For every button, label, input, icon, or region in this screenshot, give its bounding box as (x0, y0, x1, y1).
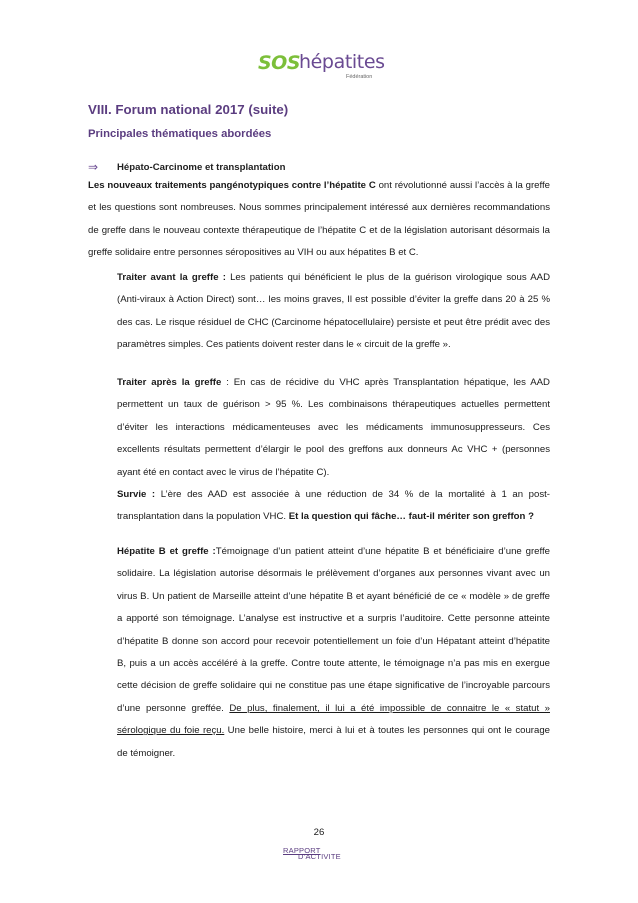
before-text: Les patients qui bénéficient le plus de la guérison virologique sous AAD (Anti-viraux à Action Direct) sont… les moins graves, Il est possible d’éviter la greffe dans 20 à 25 % des cas. Le risque résiduel de CHC (Carcinome hépatocellulaire) persiste et peut être prédit avec des paramètres simples. Ces patients doivent rester dans le « circuit de la greffe ». (117, 272, 550, 351)
hepb-text: Témoignage d’un patient atteint d’une hépatite B et bénéficiaire d’une greffe solidaire. La législation autorise désormais le prélèvement d’organes aux personnes vivant avec un virus B. Un patient de Marseille atteint d’une hépatite B et ayant bénéficié de ce « modèle » de greffe a apporté son témoignage. L’analyse est instructive et a surpris l’auditoire. Cette personne atteinte d’hépatite B donne son accord pour recevoir potentiellement un foie d’un Hépatant atteint d’hépatite B, puis a un accès accéléré à la greffe. Contre toute attente, le témoignage n’a pas mis en exergue cette décision de greffe solidaire qui ne constitue pas une étape significative de l’incroyable parcours d’une personne greffée. (117, 546, 550, 714)
survie-label: Survie : (117, 489, 156, 501)
before-transplant-paragraph (117, 267, 550, 357)
hepb-underlined: De plus, finalement, il lui a été impossible de connaitre le « statut » sérologique du foie reçu. (117, 702, 550, 737)
page-title: VIII. Forum national 2017 (suite) (88, 102, 289, 117)
sos-hepatites-logo (258, 52, 388, 82)
logo-sub-text: Fédération (346, 74, 373, 80)
section-topic: Hépato-Carcinome et transplantation (117, 162, 286, 173)
intro-bold: Les nouveaux traitements pangénotypiques contre l’hépatite C (88, 180, 376, 191)
rapport-line2: D’ACTIVITE (298, 852, 341, 861)
after-transplant-paragraph (117, 372, 550, 529)
page-number: 26 (313, 827, 325, 838)
after-label: Traiter après la greffe (117, 377, 222, 388)
after-text: : En cas de récidive du VHC après Transplantation hépatique, les AAD permettent un taux de guérison > 95 %. Les combinaisons thérapeutiques actuelles permettent d’éviter les interactions médicamenteuses avec les médicaments immunosuppresseurs. Ces excellents résultats permettent d’élargir le pool des greffons aux donneurs Ac VHC + (personnes ayant été en contact avec le virus de l’hépatite C). (117, 377, 550, 478)
intro-paragraph (88, 175, 550, 265)
rapport-line1: RAPPORT (283, 846, 321, 855)
before-label: Traiter avant la greffe : (117, 272, 226, 283)
page-subtitle: Principales thématiques abordées (88, 128, 272, 140)
double-arrow-right-icon: ⇒ (88, 160, 99, 174)
survie-text: L’ère des AAD est associée à une réduction de 34 % de la mortalité à 1 an post-transplantation dans la population VHC. (117, 489, 550, 523)
logo-main-text: hépatites (299, 51, 385, 73)
hepb-label: Hépatite B et greffe : (117, 546, 216, 557)
survie-question: Et la question qui fâche… faut-il mériter son greffon ? (288, 511, 534, 523)
intro-text: ont révolutionné aussi l’accès à la greffe et les questions sont nombreuses. Nous sommes principalement intéressé aux dernières recommandations de greffe dans le nouveau contexte thérapeutique de l’hépatite C et de la législation autorisant désormais la greffe solidaire entre personnes séropositives au VIH ou aux hépatites B et C. (88, 180, 550, 259)
logo-sos-text: SOS (258, 52, 301, 74)
hepb-closing: Une belle histoire, merci à lui et à toutes les personnes qui ont le courage de témoigner. (117, 725, 550, 759)
hepatitis-b-paragraph (117, 541, 550, 765)
rapport-activite-mark (283, 847, 341, 861)
